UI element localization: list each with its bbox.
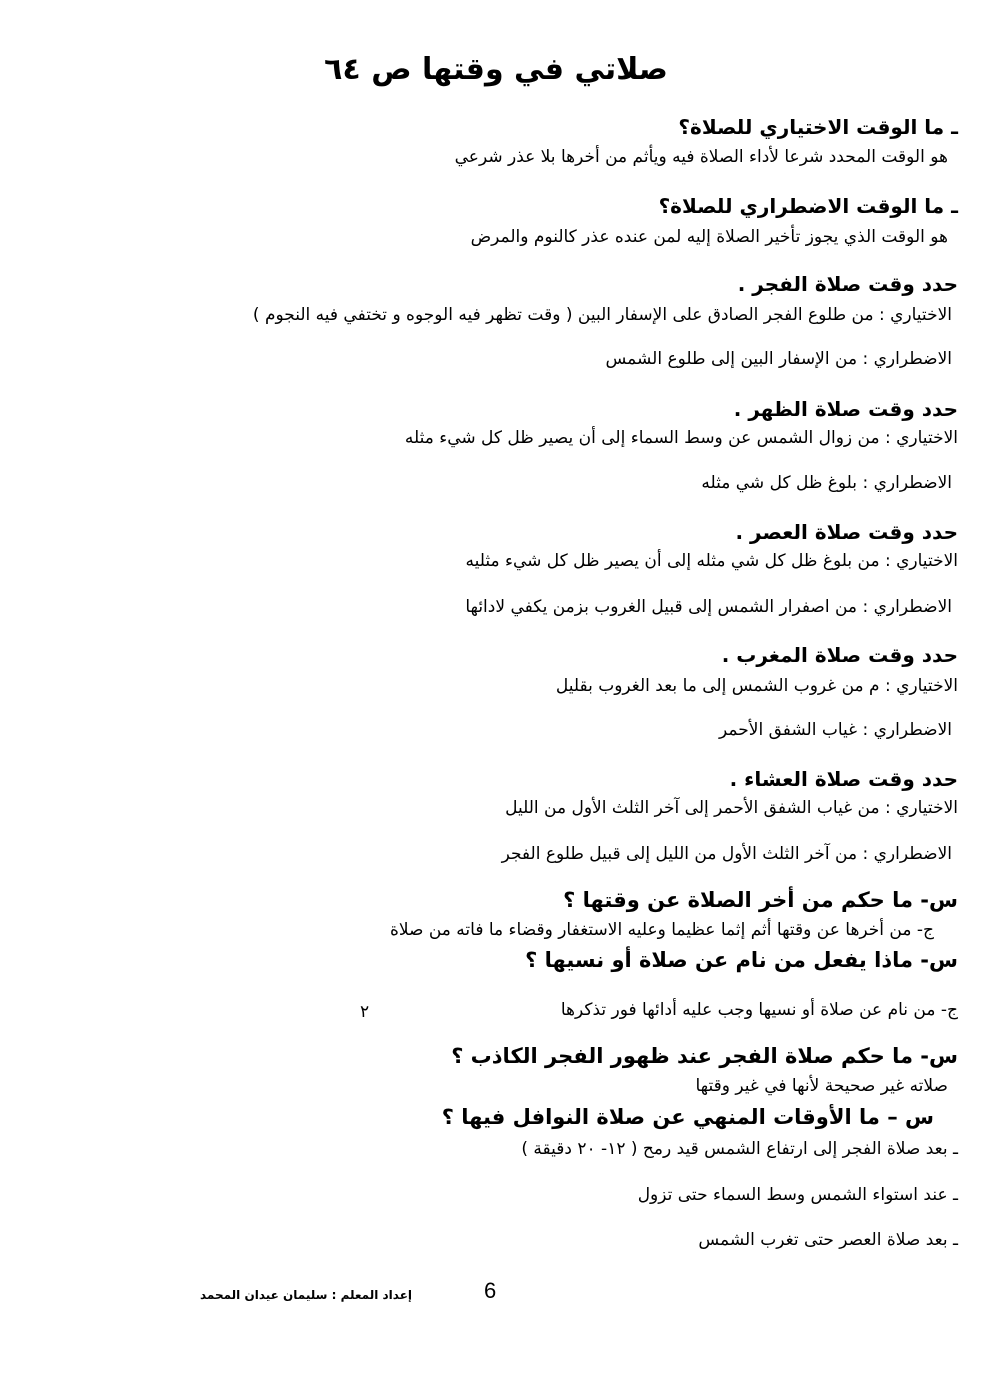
dhuhr-optional: الاختياري : من زوال الشمس عن وسط السماء إلى أن يصير ظل كل شيء مثله <box>404 428 958 448</box>
heading-asr: حدد وقت صلاة العصر . <box>735 520 958 544</box>
asr-necessary: الاضطراري : من اصفرار الشمس إلى قبيل الغروب بزمن يكفي لادائها <box>465 597 952 617</box>
maghrib-necessary: الاضطراري : غياب الشفق الأحمر <box>719 720 952 740</box>
forbidden-time-1: ـ بعد صلاة الفجر إلى ارتفاع الشمس قيد رمح ( ١٢- ٢٠ دقيقة ) <box>521 1139 958 1159</box>
isha-necessary: الاضطراري : من آخر الثلث الأول من الليل إلى قبيل طلوع الفجر <box>501 844 952 864</box>
answer-necessary-time: هو الوقت الذي يجوز تأخير الصلاة إليه لمن عنده عذر كالنوم والمرض <box>470 227 948 247</box>
answer-forgot-prayer: ج- من نام عن صلاة أو نسيها وجب عليه أدائها فور تذكرها <box>560 1000 958 1020</box>
heading-isha: حدد وقت صلاة العشاء . <box>729 767 958 791</box>
maghrib-optional: الاختياري : م من غروب الشمس إلى ما بعد الغروب بقليل <box>555 676 958 696</box>
forbidden-time-3: ـ بعد صلاة العصر حتى تغرب الشمس <box>698 1230 958 1250</box>
forbidden-time-2: ـ عند استواء الشمس وسط السماء حتى تزول <box>637 1185 958 1205</box>
margin-number: ٢ <box>360 1002 370 1022</box>
question-delaying-prayer: س- ما حكم من أخر الصلاة عن وقتها ؟ <box>563 888 958 912</box>
dhuhr-necessary: الاضطراري : بلوغ ظل كل شي مثله <box>701 473 952 493</box>
page-title: صلاتي في وقتها ص ٦٤ <box>324 52 668 87</box>
fajr-necessary: الاضطراري : من الإسفار البين إلى طلوع الشمس <box>605 349 952 369</box>
heading-maghrib: حدد وقت صلاة المغرب . <box>721 643 958 667</box>
asr-optional: الاختياري : من بلوغ ظل كل شي مثله إلى أن يصير ظل كل شيء مثليه <box>465 551 958 571</box>
question-necessary-time: ـ ما الوقت الاضطراري للصلاة؟ <box>658 194 958 218</box>
page-number: 6 <box>484 1278 497 1303</box>
answer-delaying-prayer: ج- من أخرها عن وقتها أثم إثما عظيما وعليه الاستغفار وقضاء ما فاته من صلاة <box>389 920 934 940</box>
question-false-dawn: س- ما حكم صلاة الفجر عند ظهور الفجر الكاذب ؟ <box>451 1044 958 1068</box>
question-optional-time: ـ ما الوقت الاختياري للصلاة؟ <box>678 115 958 139</box>
answer-false-dawn: صلاته غير صحيحة لأنها في غير وقتها <box>695 1076 948 1096</box>
isha-optional: الاختياري : من غياب الشفق الأحمر إلى آخر الثلث الأول من الليل <box>505 798 958 818</box>
question-forgot-prayer: س- ماذا يفعل من نام عن صلاة أو نسيها ؟ <box>525 948 958 972</box>
heading-fajr: حدد وقت صلاة الفجر . <box>737 272 958 296</box>
question-forbidden-times: س – ما الأوقات المنهي عن صلاة النوافل فيها ؟ <box>441 1105 934 1129</box>
fajr-optional: الاختياري : من طلوع الفجر الصادق على الإسفار البين ( وقت تظهر فيه الوجوه و تختفي فيه النجوم ) <box>252 305 952 325</box>
heading-dhuhr: حدد وقت صلاة الظهر . <box>733 397 958 421</box>
author-credit: إعداد المعلم : سليمان عيدان المحمد <box>200 1288 413 1302</box>
answer-optional-time: هو الوقت المحدد شرعا لأداء الصلاة فيه ويأثم من أخرها بلا عذر شرعي <box>454 147 948 167</box>
